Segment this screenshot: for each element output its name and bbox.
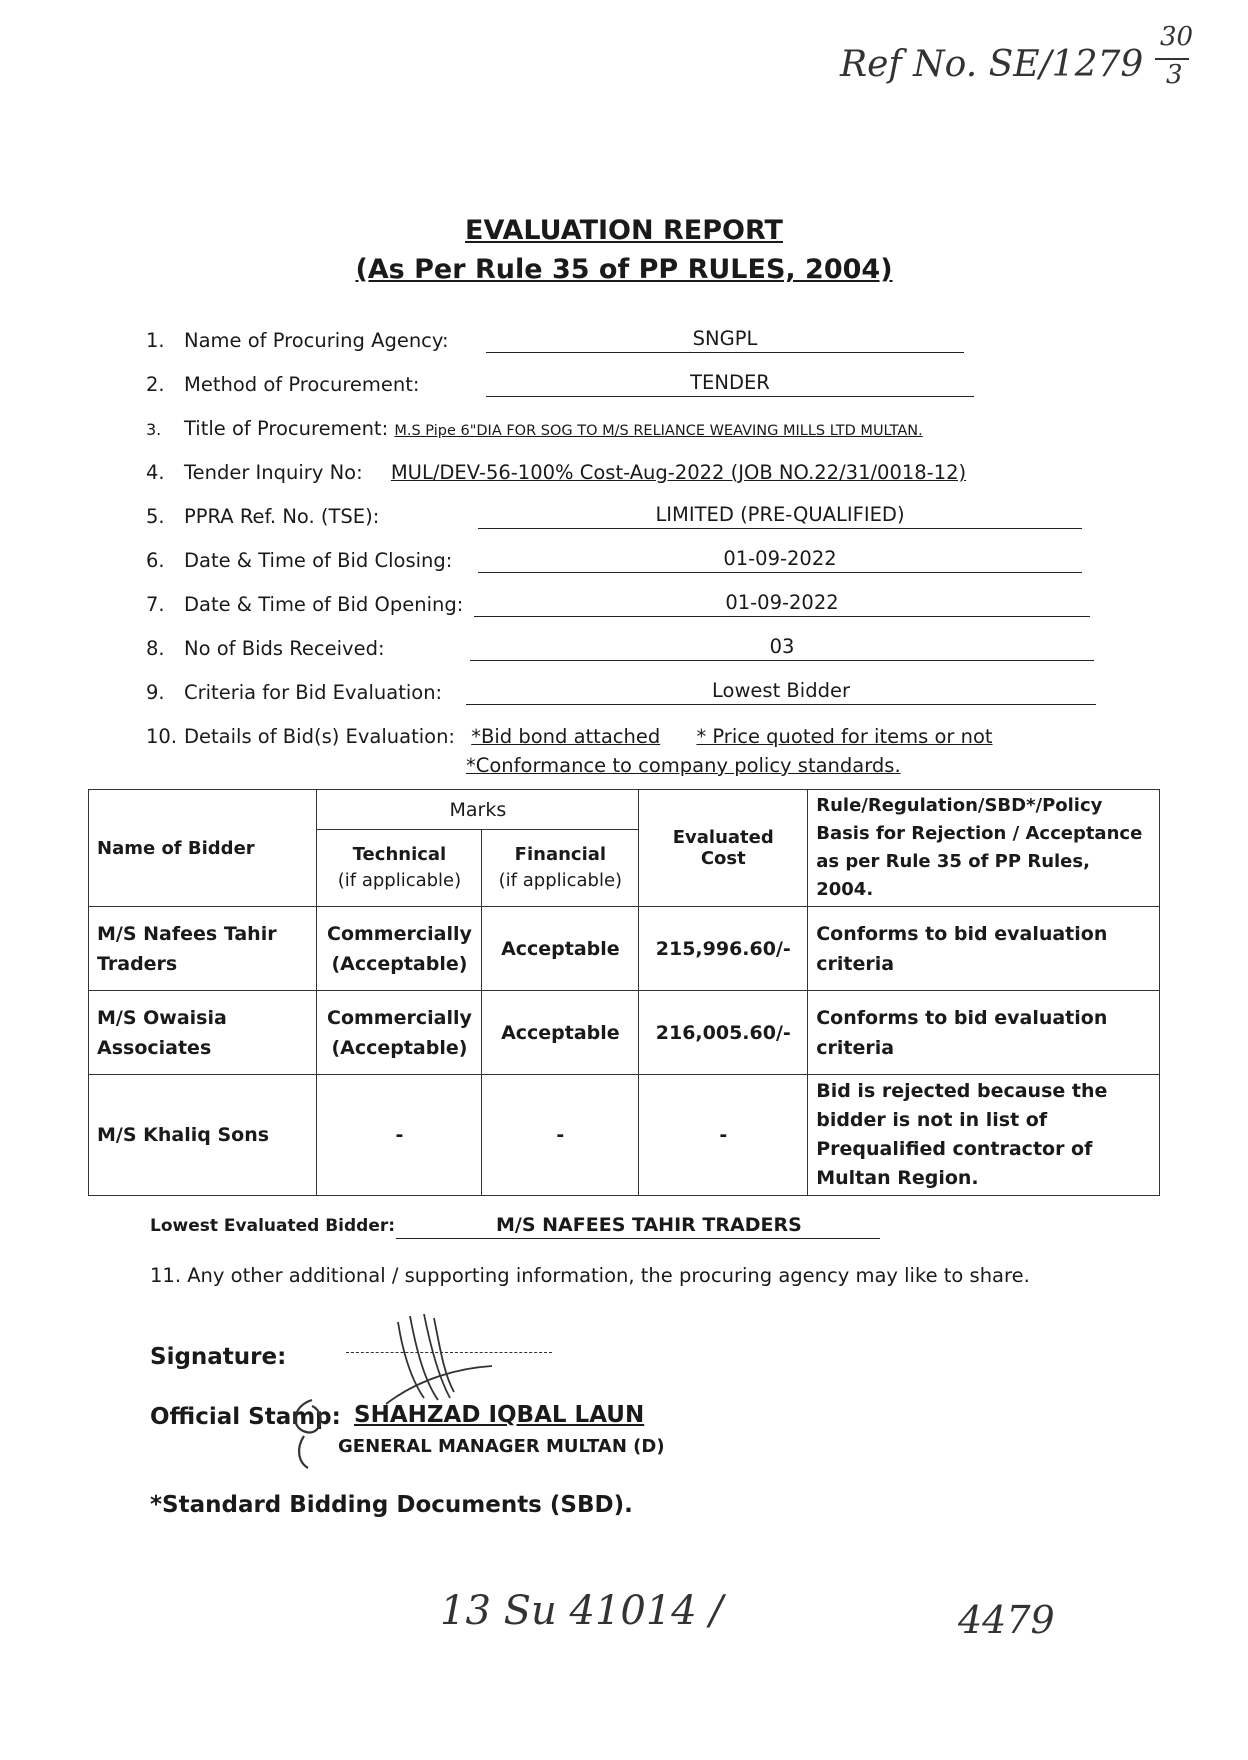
signatory-title: GENERAL MANAGER MULTAN (D) bbox=[338, 1436, 665, 1457]
item-2-label: Method of Procurement: bbox=[184, 373, 420, 396]
bidder-cost: 215,996.60/- bbox=[639, 907, 808, 991]
handwritten-ref-no: Ref No. SE/1279 bbox=[840, 44, 1144, 85]
item-1-value: SNGPL bbox=[486, 326, 964, 353]
bidder-rule: Bid is rejected because the bidder is not in list of Prequalified contractor of Multan Region. bbox=[808, 1075, 1160, 1196]
item-7-value: 01-09-2022 bbox=[474, 590, 1090, 617]
header-name-of-bidder: Name of Bidder bbox=[89, 790, 317, 907]
item-6-value: 01-09-2022 bbox=[478, 546, 1082, 573]
bidder-name: M/S Khaliq Sons bbox=[89, 1075, 317, 1196]
item-3-value: M.S Pipe 6"DIA FOR SOG TO M/S RELIANCE WEAVING MILLS LTD MULTAN. bbox=[394, 423, 923, 439]
table-row bbox=[89, 991, 1160, 1075]
item-5-label: PPRA Ref. No. (TSE): bbox=[184, 505, 380, 528]
bidder-financial: Acceptable bbox=[482, 907, 639, 991]
signature-label: Signature: bbox=[150, 1344, 287, 1370]
bidder-technical: - bbox=[317, 1075, 482, 1196]
header-financial: Financial (if applicable) bbox=[482, 830, 639, 907]
table-header-row bbox=[89, 790, 1160, 830]
table-row bbox=[89, 1075, 1160, 1196]
bidder-technical: Commercially (Acceptable) bbox=[317, 991, 482, 1075]
item-6-label: Date & Time of Bid Closing: bbox=[184, 549, 453, 572]
item-10-value-b: * Price quoted for items or not bbox=[696, 725, 993, 748]
item-9-label: Criteria for Bid Evaluation: bbox=[184, 681, 443, 704]
bid-evaluation-table bbox=[88, 789, 1160, 1196]
item-6: 6. Date & Time of Bid Closing: bbox=[146, 549, 453, 572]
item-10-value-a: *Bid bond attached bbox=[471, 725, 661, 748]
item-10-label: Details of Bid(s) Evaluation: bbox=[184, 725, 456, 748]
item-9-value: Lowest Bidder bbox=[466, 678, 1096, 705]
handwritten-bottom-note: 13 Su 41014 / bbox=[440, 1588, 723, 1634]
bidder-technical: Commercially (Acceptable) bbox=[317, 907, 482, 991]
item-8: 8. No of Bids Received: bbox=[146, 637, 385, 660]
item-7-label: Date & Time of Bid Opening: bbox=[184, 593, 464, 616]
bidder-rule: Conforms to bid evaluation criteria bbox=[808, 991, 1160, 1075]
handwritten-fraction-top: 30 bbox=[1160, 22, 1194, 52]
official-stamp-label: Official Stamp: bbox=[150, 1404, 341, 1430]
lowest-bidder-label: Lowest Evaluated Bidder: bbox=[150, 1216, 396, 1236]
footnote-sbd: *Standard Bidding Documents (SBD). bbox=[150, 1492, 633, 1518]
item-4: 4. Tender Inquiry No: MUL/DEV-56-100% Cost-Aug-2022 (JOB NO.22/31/0018-12) bbox=[146, 461, 967, 484]
report-title: EVALUATION REPORT bbox=[465, 215, 783, 246]
item-9: 9. Criteria for Bid Evaluation: bbox=[146, 681, 443, 704]
bidder-cost: 216,005.60/- bbox=[639, 991, 808, 1075]
header-evaluated-cost: Evaluated Cost bbox=[639, 790, 808, 907]
item-2: 2. Method of Procurement: bbox=[146, 373, 420, 396]
item-8-label: No of Bids Received: bbox=[184, 637, 385, 660]
item-1-label: Name of Procuring Agency: bbox=[184, 329, 449, 352]
bidder-name: M/S Nafees Tahir Traders bbox=[89, 907, 317, 991]
item-2-value: TENDER bbox=[486, 370, 974, 397]
item-10: 10. Details of Bid(s) Evaluation: *Bid bond attached * Price quoted for items or not bbox=[146, 725, 993, 748]
item-4-label: Tender Inquiry No: bbox=[184, 461, 363, 484]
table-row bbox=[89, 907, 1160, 991]
item-1: 1. Name of Procuring Agency: bbox=[146, 329, 449, 352]
report-subtitle: (As Per Rule 35 of PP RULES, 2004) bbox=[355, 254, 893, 285]
item-10-value-c: *Conformance to company policy standards. bbox=[466, 754, 901, 777]
stamp-scribble bbox=[282, 1396, 342, 1472]
header-rule-basis: Rule/Regulation/SBD*/Policy Basis for Rejection / Acceptance as per Rule 35 of PP Rules, 2004. bbox=[808, 790, 1160, 907]
item-7: 7. Date & Time of Bid Opening: bbox=[146, 593, 464, 616]
signatory-name: SHAHZAD IQBAL LAUN bbox=[354, 1402, 645, 1428]
bidder-rule: Conforms to bid evaluation criteria bbox=[808, 907, 1160, 991]
header-technical: Technical (if applicable) bbox=[317, 830, 482, 907]
handwritten-bottom-number: 4479 bbox=[958, 1598, 1055, 1642]
item-4-value: MUL/DEV-56-100% Cost-Aug-2022 (JOB NO.22/31/0018-12) bbox=[390, 461, 967, 484]
bidder-cost: - bbox=[639, 1075, 808, 1196]
bidder-name: M/S Owaisia Associates bbox=[89, 991, 317, 1075]
item-3: 3. Title of Procurement: M.S Pipe 6"DIA FOR SOG TO M/S RELIANCE WEAVING MILLS LTD MULTAN. bbox=[146, 417, 923, 440]
item-5: 5. PPRA Ref. No. (TSE): bbox=[146, 505, 380, 528]
handwritten-signature bbox=[380, 1308, 500, 1414]
bidder-financial: - bbox=[482, 1075, 639, 1196]
handwritten-fraction-bottom: 3 bbox=[1166, 60, 1183, 90]
bidder-financial: Acceptable bbox=[482, 991, 639, 1075]
item-5-value: LIMITED (PRE-QUALIFIED) bbox=[478, 502, 1082, 529]
item-11: 11. Any other additional / supporting information, the procuring agency may like to share. bbox=[150, 1264, 1030, 1287]
lowest-bidder-value: M/S NAFEES TAHIR TRADERS bbox=[396, 1212, 880, 1239]
item-3-label: Title of Procurement: bbox=[184, 417, 389, 440]
item-8-value: 03 bbox=[470, 634, 1094, 661]
header-marks: Marks bbox=[317, 790, 639, 830]
